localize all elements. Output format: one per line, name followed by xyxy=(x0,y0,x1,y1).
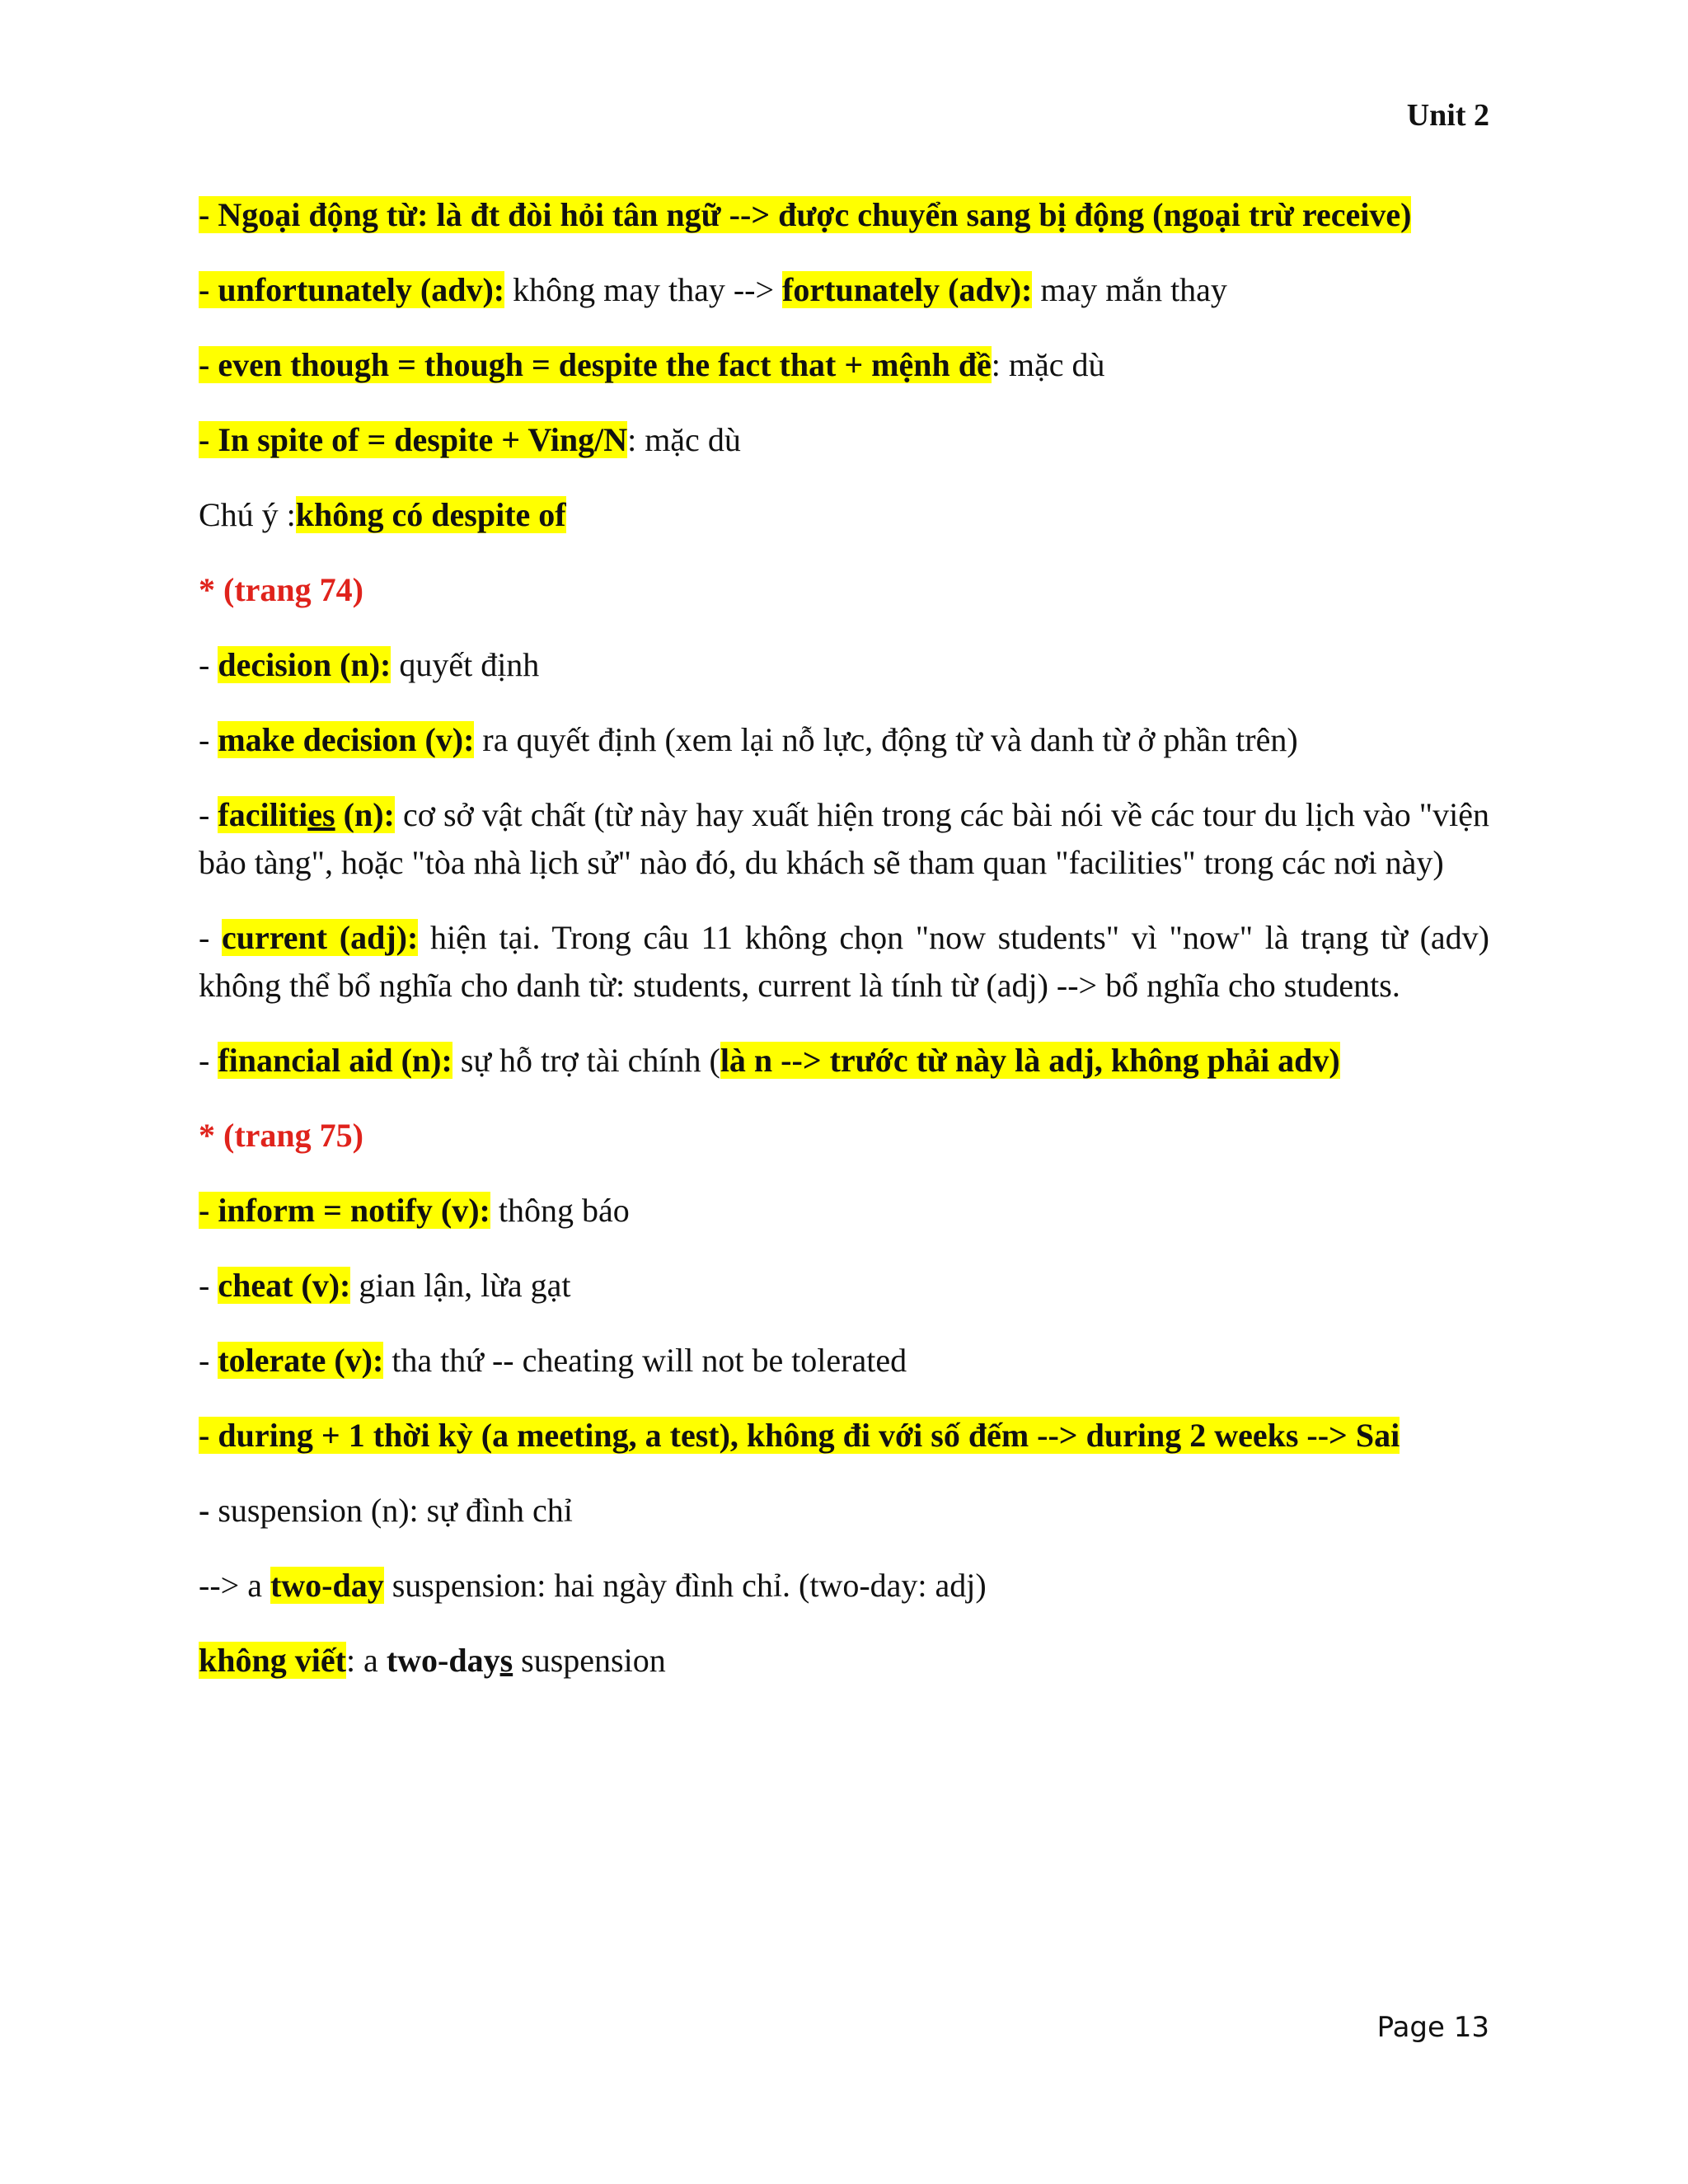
definition: không may thay --> xyxy=(504,271,783,308)
transitive-verb-note: - Ngoại động từ: là đt đòi hỏi tân ngữ --> được chuyển sang bị động (ngoại trừ receive) xyxy=(199,196,1412,233)
section-heading-page-74: * (trang 74) xyxy=(199,571,363,608)
definition: tha thứ -- cheating will not be tolerated xyxy=(383,1342,907,1379)
dash: - xyxy=(199,1492,218,1529)
dash: - xyxy=(199,1342,218,1379)
definition: quyết định xyxy=(391,646,540,683)
definition: may mắn thay xyxy=(1032,271,1227,308)
term-fortunately: fortunately (adv): xyxy=(782,271,1033,308)
definition: thông báo xyxy=(490,1192,630,1229)
entry-make-decision xyxy=(199,716,1489,764)
wrong-form: two-day xyxy=(386,1642,500,1679)
arrow-prefix: --> a xyxy=(199,1567,270,1604)
term-make-decision: make decision (v): xyxy=(218,721,475,758)
text-end: suspension xyxy=(513,1642,666,1679)
definition: : mặc dù xyxy=(991,346,1105,383)
term-two-day: two-day xyxy=(270,1567,384,1604)
grammar-note: là n --> trước từ này là adj, không phải adv) xyxy=(720,1042,1340,1079)
wrong-form-suffix: s xyxy=(499,1642,513,1679)
dash: - xyxy=(199,271,218,308)
definition: cơ sở vật chất (từ này hay xuất hiện trong các bài nói về các tour du lịch vào "viện bảo tàng", hoặc "tòa nhà lịch sử" nào đó, du khách sẽ tham quan "facilities" trong các nơi này) xyxy=(199,796,1489,881)
term-even-though: - even though = though = despite the fact that + mệnh đề xyxy=(199,346,992,383)
entry-inform xyxy=(199,1187,1489,1235)
term-financial-aid: financial aid (n): xyxy=(218,1042,452,1079)
entry-tolerate xyxy=(199,1337,1489,1385)
unit-header: Unit 2 xyxy=(1406,98,1489,133)
dash: - xyxy=(199,1042,218,1079)
term-decision: decision (n): xyxy=(218,646,392,683)
section-heading-page-75: * (trang 75) xyxy=(199,1117,363,1154)
entry-facilities xyxy=(199,791,1489,887)
definition: gian lận, lừa gạt xyxy=(350,1267,571,1304)
term-tolerate: tolerate (v): xyxy=(218,1342,384,1379)
term-cheat: cheat (v): xyxy=(218,1267,351,1304)
document-body xyxy=(199,191,1489,1712)
term-inform: - inform = notify (v): xyxy=(199,1192,490,1229)
definition: suspension: hai ngày đình chỉ. (two-day: adj) xyxy=(383,1567,987,1604)
dash: - xyxy=(199,721,218,758)
note-prefix: Chú ý : xyxy=(199,496,296,533)
page-number: Page 13 xyxy=(1376,2011,1489,2044)
dash: - xyxy=(199,1267,218,1304)
entry-financial-aid xyxy=(199,1037,1489,1085)
definition: sự hỗ trợ tài chính ( xyxy=(452,1042,720,1079)
dash: - xyxy=(199,919,222,956)
entry-unfortunately xyxy=(199,266,1489,314)
definition: : mặc dù xyxy=(627,421,741,458)
entry-decision xyxy=(199,641,1489,689)
term-facilities-pos: (n): xyxy=(335,796,395,833)
entry-not-written xyxy=(199,1637,1489,1685)
entry-suspension xyxy=(199,1487,1489,1535)
term-no-despite-of: không có despite of xyxy=(295,496,566,533)
entry-transitive-verb xyxy=(199,191,1489,239)
entry-two-day xyxy=(199,1562,1489,1610)
entry-in-spite-of xyxy=(199,416,1489,464)
entry-note-despite xyxy=(199,491,1489,539)
entry-cheat xyxy=(199,1262,1489,1310)
definition: suspension (n): sự đình chỉ xyxy=(218,1492,573,1529)
entry-during xyxy=(199,1412,1489,1460)
term-unfortunately: unfortunately (adv): xyxy=(218,271,505,308)
term-facilities-suffix: es xyxy=(307,796,335,833)
dash: - xyxy=(199,796,218,833)
dash: - xyxy=(199,646,218,683)
entry-current xyxy=(199,914,1489,1010)
term-not-written: không viết xyxy=(199,1642,346,1679)
entry-even-though xyxy=(199,341,1489,389)
definition: hiện tại. Trong câu 11 không chọn "now students" vì "now" là trạng từ (adv) không thể bổ nghĩa cho danh từ: students, current là tính từ (adj) --> bổ nghĩa cho students. xyxy=(199,919,1489,1004)
term-facilities: faciliti xyxy=(218,796,308,833)
text-mid: : a xyxy=(345,1642,387,1679)
definition: ra quyết định (xem lại nỗ lực, động từ và danh từ ở phần trên) xyxy=(474,721,1298,758)
term-in-spite-of: - In spite of = despite + Ving/N xyxy=(199,421,628,458)
during-note: - during + 1 thời kỳ (a meeting, a test), không đi với số đếm --> during 2 weeks --> Sai xyxy=(199,1417,1400,1454)
term-current: current (adj): xyxy=(221,919,419,956)
